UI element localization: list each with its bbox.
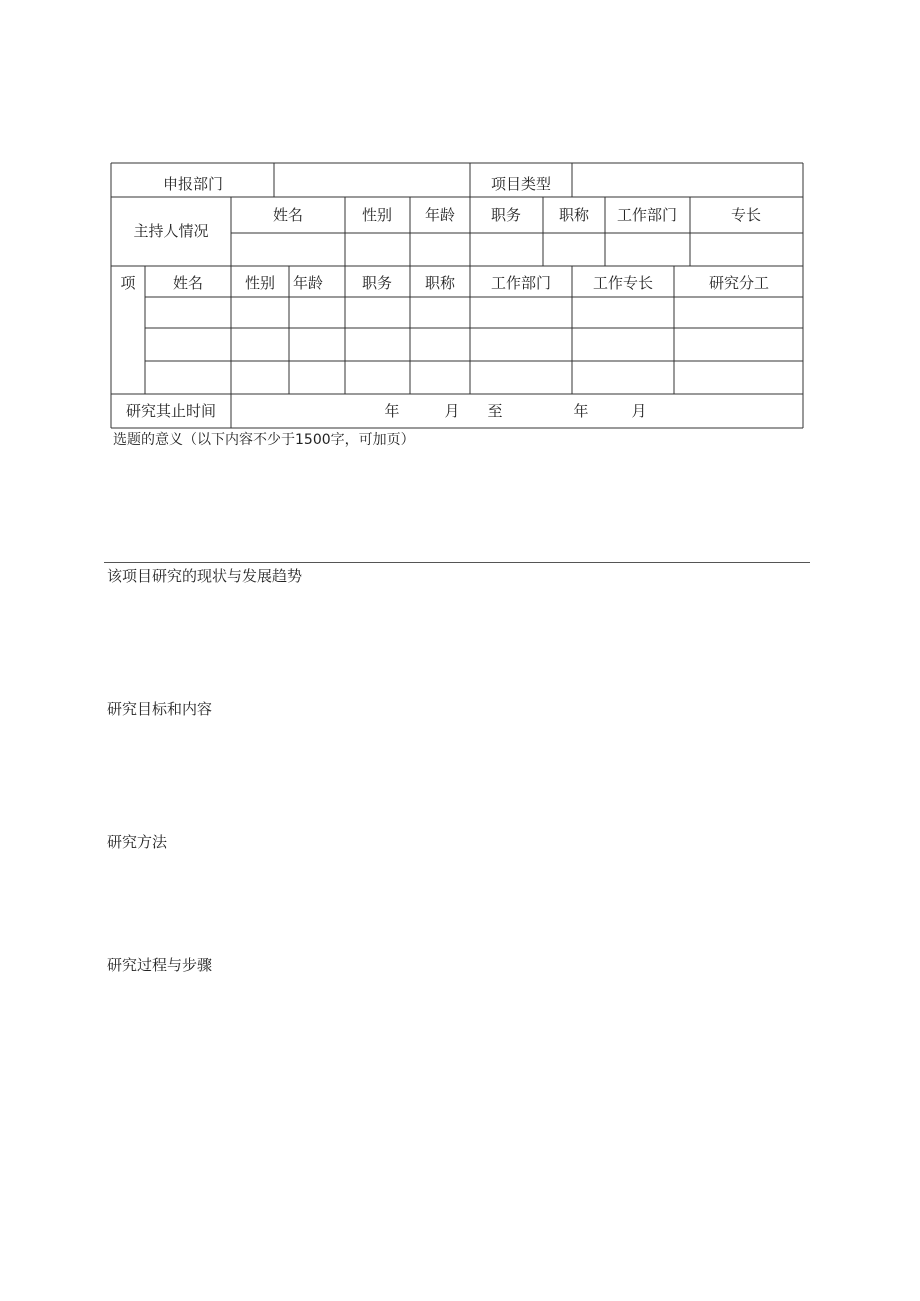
member-col-specialty: 工作专长 [592, 274, 654, 292]
project-type-label: 项目类型 [490, 175, 552, 193]
period-month-1: 月 [444, 402, 460, 420]
leader-dept-cell[interactable] [606, 234, 689, 265]
member-row-2[interactable] [146, 329, 802, 360]
member-col-age: 年龄 [292, 274, 324, 292]
section-goals-heading: 研究目标和内容 [107, 700, 213, 718]
member-col-dept: 工作部门 [490, 274, 552, 292]
leader-col-title: 职称 [558, 206, 590, 224]
leader-position-cell[interactable] [471, 234, 542, 265]
section-significance-heading: 选题的意义（以下内容不少于1500字，可加页） [113, 432, 415, 448]
section-divider [104, 562, 810, 563]
leader-specialty-cell[interactable] [691, 234, 802, 265]
period-year-2: 年 [573, 402, 589, 420]
leader-age-cell[interactable] [411, 234, 469, 265]
member-col-name: 姓名 [172, 274, 204, 292]
period-to: 至 [487, 402, 503, 420]
dept-label: 申报部门 [162, 175, 224, 193]
leader-title-cell[interactable] [544, 234, 604, 265]
member-col-role: 研究分工 [708, 274, 770, 292]
section-process-heading: 研究过程与步骤 [107, 956, 213, 974]
dept-value-cell[interactable] [275, 164, 469, 196]
leader-col-name: 姓名 [272, 206, 304, 224]
member-col-position: 职务 [361, 274, 393, 292]
period-year-1: 年 [384, 402, 400, 420]
member-col-gender: 性别 [244, 274, 276, 292]
leader-col-age: 年龄 [424, 206, 456, 224]
leader-col-gender: 性别 [361, 206, 393, 224]
period-month-2: 月 [631, 402, 647, 420]
leader-name-cell[interactable] [232, 234, 344, 265]
section-status-heading: 该项目研究的现状与发展趋势 [107, 567, 303, 585]
member-row-1[interactable] [146, 298, 802, 327]
leader-col-dept: 工作部门 [616, 206, 678, 224]
period-label: 研究其止时间 [125, 402, 217, 420]
leader-col-specialty: 专长 [730, 206, 762, 224]
section-methods-heading: 研究方法 [107, 833, 168, 851]
leader-col-position: 职务 [490, 206, 522, 224]
member-col-title: 职称 [424, 274, 456, 292]
leader-label: 主持人情况 [133, 222, 209, 240]
members-label: 项 [120, 274, 136, 292]
member-row-3[interactable] [146, 362, 802, 393]
project-type-value-cell[interactable] [573, 164, 802, 196]
leader-gender-cell[interactable] [346, 234, 409, 265]
